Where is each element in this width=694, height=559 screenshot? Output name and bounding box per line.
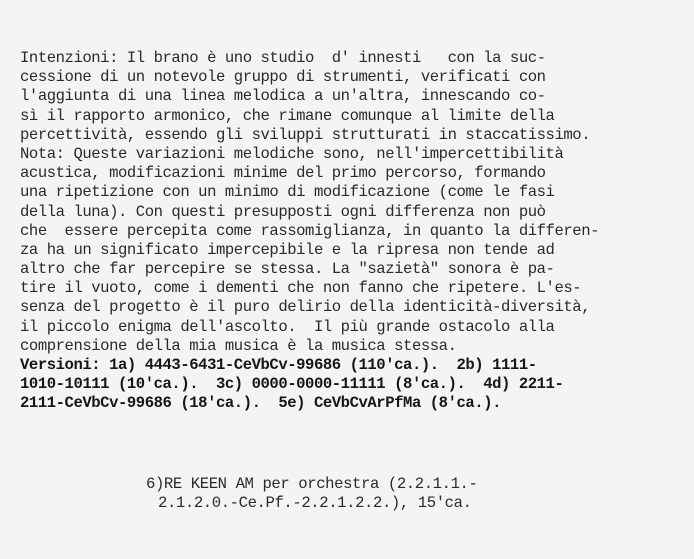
versioni-line: 2111-CeVbCv-99686 (18'ca.). 5e) CeVbCvArPfMa (8'ca.). <box>20 394 502 413</box>
text-line: altro che far percepire se stessa. La "sazietà" sonora è pa- <box>20 260 555 279</box>
work-entry-footer <box>146 475 686 513</box>
text-line: sì il rapporto armonico, che rimane comunque al limite della <box>20 106 555 125</box>
text-line: acustica, modificazioni minime del primo percorso, formando <box>20 164 546 183</box>
text-line: della luna). Con questi presupposti ogni differenza non può <box>20 202 546 221</box>
intenzioni-nota-paragraph <box>20 49 684 414</box>
text-line: una ripetizione con un minimo di modificazione (come le fasi <box>20 183 555 202</box>
versioni-line: Versioni: 1a) 4443-6431-CeVbCv-99686 (110'ca.). 2b) 1111- <box>20 356 537 374</box>
text-line: cessione di un notevole gruppo di strumenti, verificati con <box>20 68 546 87</box>
text-line: l'aggiunta di una linea melodica a un'altra, innescando co- <box>20 87 546 106</box>
text-line: il piccolo enigma dell'ascolto. Il più grande ostacolo alla <box>20 317 555 336</box>
text-line: che essere percepita come rassomiglianza, in quanto la differen- <box>20 221 600 240</box>
text-line: tire il vuoto, come i dementi che non fanno che ripetere. L'es- <box>20 279 582 298</box>
text-line: Intenzioni: Il brano è uno studio d' innesti con la suc- <box>20 49 546 67</box>
text-line: senza del progetto è il puro delirio della identicità-diversità, <box>20 298 591 317</box>
footer-line: 6)RE KEEN AM per orchestra (2.2.1.1.- <box>146 475 478 493</box>
text-line: Nota: Queste variazioni melodiche sono, nell'impercettibilità <box>20 144 564 163</box>
text-line: percettività, essendo gli sviluppi strutturati in staccatissimo. <box>20 125 591 144</box>
versioni-line: 1010-10111 (10'ca.). 3c) 0000-0000-11111 (8'ca.). 4d) 2211- <box>20 375 564 394</box>
footer-line: 2.1.2.0.-Ce.Pf.-2.2.1.2.2.), 15'ca. <box>158 494 472 512</box>
text-line: comprensione della mia musica è la musica stessa. <box>20 336 457 355</box>
text-line: za ha un significato impercepibile e la ripresa non tende ad <box>20 240 555 259</box>
